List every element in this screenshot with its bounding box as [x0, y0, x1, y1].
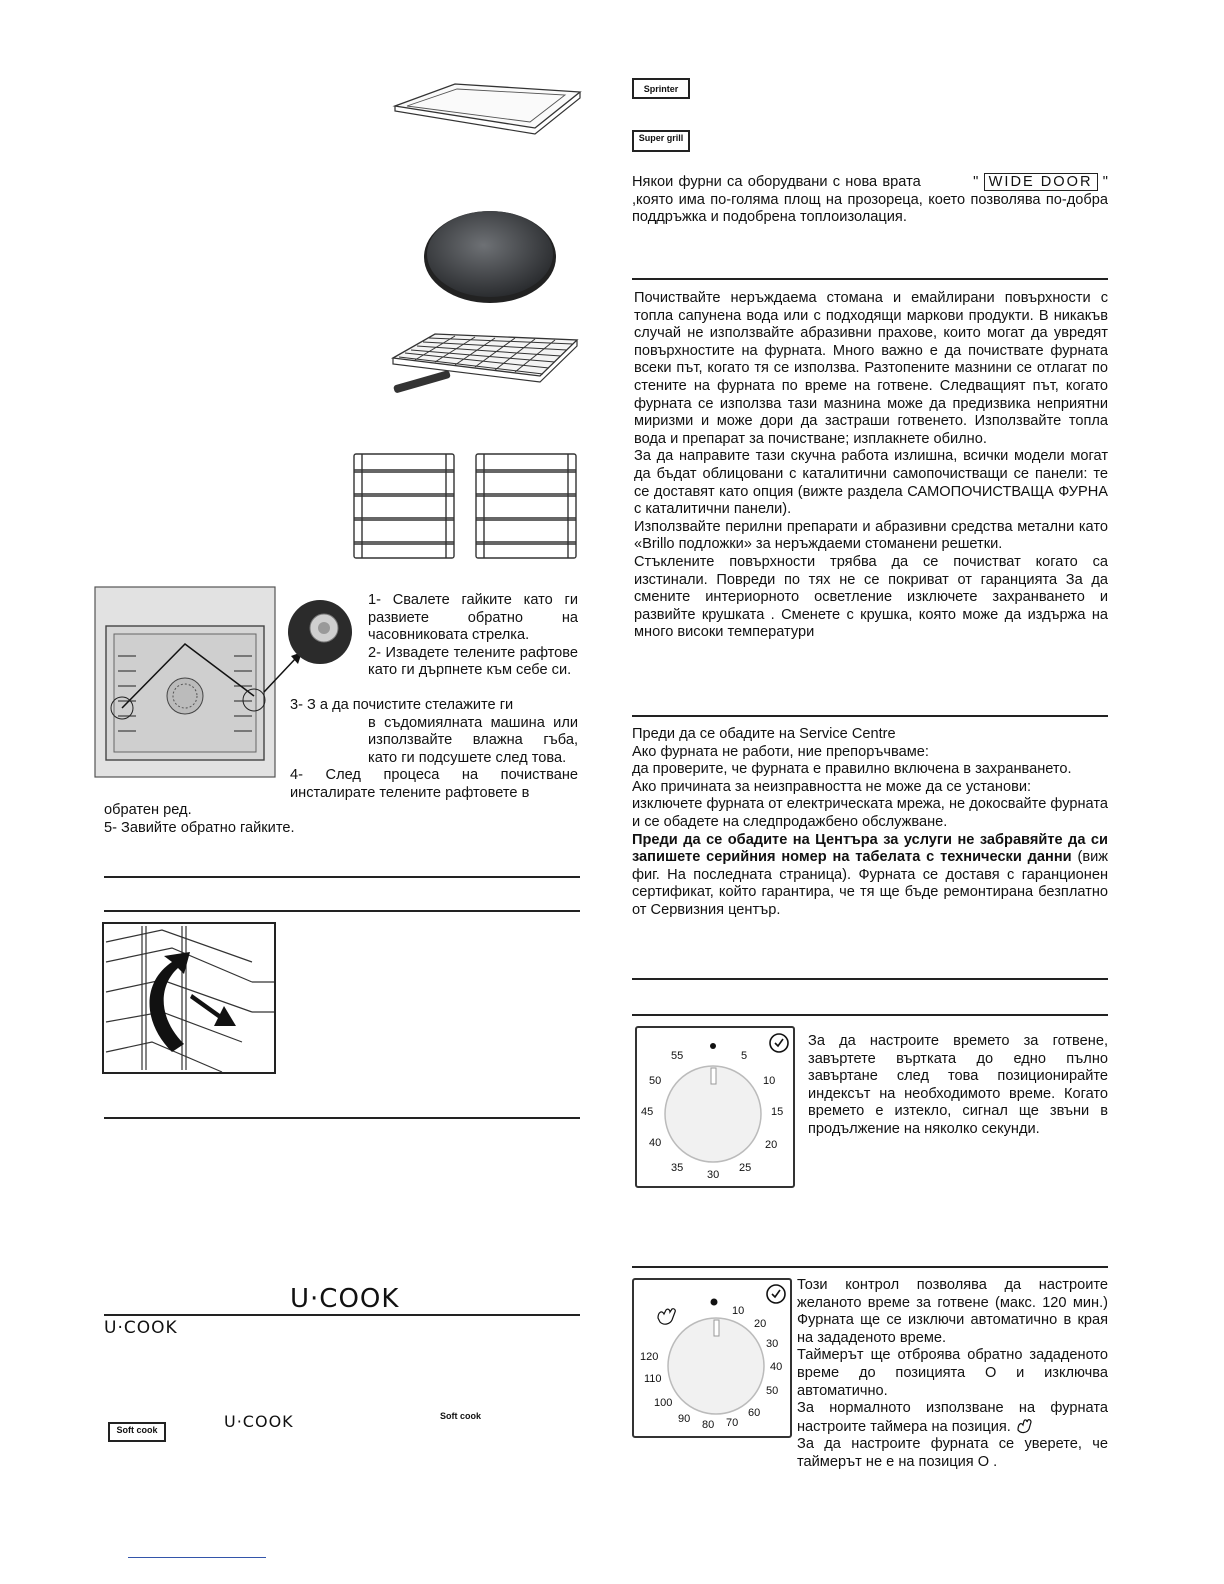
section-divider: [632, 978, 1108, 980]
dial-number: 30: [707, 1169, 720, 1181]
section-divider: [632, 278, 1108, 280]
rack-step-2: 2- Извадете телените рафтове като ги дърпнете към себе си.: [368, 644, 578, 679]
manual-hand-icon: [658, 1309, 675, 1324]
timer2-paragraph: Таймерът ще отброява обратно зададеното време до позицията O и изключва автоматично.: [797, 1347, 1108, 1399]
dial-number: 45: [641, 1106, 654, 1118]
super-grill-badge: [632, 130, 690, 152]
service-rest: (виж фиг. На последната страница). Фурната се доставя с гаранционен сертификат, който гарантира, че тя ще бъде ремонтирана безплатно от Сервизния център.: [632, 849, 1108, 918]
ucook-logo-large: U·COOK: [290, 1284, 400, 1314]
timer1-description: За да настроите времето за готвене, завъртете въртката до едно пълно завъртане след това позиционирайте индексът на необходимото време. Когато времето е изтекло, сигнал ще звъни в продължение на няколко секунди.: [808, 1033, 1108, 1137]
dial-number: 55: [671, 1050, 684, 1062]
dial-number: 80: [702, 1419, 715, 1431]
dial-number: 70: [726, 1417, 739, 1429]
service-line: Преди да се обадите на Service Centre: [632, 726, 896, 742]
soft-cook-icon-label: Soft cook: [440, 1411, 482, 1421]
clock-icon: [767, 1285, 785, 1303]
dial-number: 15: [771, 1106, 784, 1118]
rack-step-3a: 3- З а да почистите стелажите ги: [290, 697, 514, 713]
dial-number: 110: [644, 1373, 662, 1385]
sprinter-badge: [632, 78, 690, 99]
ucook-logo-inline: U·COOK: [224, 1412, 294, 1431]
service-line: да проверите, че фурната е правилно включена в захранването.: [632, 761, 1072, 778]
dial-number: 50: [766, 1385, 779, 1397]
section-divider: [632, 1014, 1108, 1016]
dial-number: 20: [765, 1139, 778, 1151]
cleaning-paragraph: Почиствайте неръждаема стомана и емайлирани повърхности с топла сапунена вода или с подходящи маркови продукти. В никакъв случай не използвайте абразивни прахове, които могат да увредят повърхностите на фурната. Много важно е да почиствате фурната всеки път, когато тя се използва. Разтопените мазнини се отлагат по стените на фурната по време на готвене. Следващият път, когато фурната се използва тази мазнина може да предизвика неприятни миризми и може дори да застраши готвенето. Използвайте топла вода и препарат за почистване; изплакнете обилно.: [634, 290, 1108, 447]
dial-number: 30: [766, 1338, 779, 1350]
timer2-paragraph: Този контрол позволява да настроите желаното време за готвене (макс. 120 мин.) Фурната ще се изключи автоматично в края на зададеното време.: [797, 1277, 1108, 1346]
dial-number: 35: [671, 1162, 684, 1174]
rack-step-5: 5- Завийте обратно гайките.: [104, 819, 295, 836]
section-divider: [104, 1117, 580, 1119]
service-section: [632, 726, 1108, 920]
baking-tray-image: [385, 76, 585, 136]
dial-number: 10: [763, 1075, 776, 1087]
page-footer-line: [128, 1557, 266, 1558]
sprinter-label: Sprinter: [643, 84, 679, 94]
dial-number: 120: [640, 1351, 659, 1363]
section-divider: [104, 910, 580, 912]
ucook-logo-small: U·COOK: [104, 1318, 178, 1338]
cleaning-paragraph: За да направите тази скучна работа излишна, всички модели могат да бъдат облицовани с каталитични самопочистващи се панели: те се доставят като опция (вижте раздела САМОПОЧИСТВАЩА ФУРНА с каталитични панели).: [634, 448, 1108, 518]
section-divider: [104, 1314, 580, 1316]
wire-shelves-image: [350, 450, 582, 562]
dial-number: 40: [649, 1137, 662, 1149]
dial-number: 10: [732, 1305, 745, 1317]
minute-minder-dial: [635, 1026, 795, 1188]
minute-minder-svg: [637, 1028, 793, 1186]
section-divider: [104, 876, 580, 878]
soft-cook-badge: [108, 1422, 166, 1442]
door-removal-image: [102, 922, 276, 1074]
rack-step-3b: в съдомиялната машина или използвайте влажна гъба, като ги подсушете след това.: [368, 714, 578, 766]
clock-icon: [770, 1034, 788, 1052]
manual-hand-icon: [1015, 1418, 1033, 1434]
service-line: изключете фурната от електрическата мрежа, не докосвайте фурната и се обадете на следпродажбено обслужване.: [632, 796, 1108, 830]
end-of-cooking-timer-dial: [632, 1278, 792, 1438]
cleaning-paragraph: Стъклените повърхности трябва да се почистват когато са изстинали. Повреди по тях не се покриват от гаранцията За да смените интериорното осветление изключете захранването и развийте крушката . Сменете с крушка, която може да издържа на много високи температури: [634, 553, 1108, 641]
rack-steps-top: [368, 592, 578, 680]
soft-cook-icon: [440, 1412, 484, 1432]
pizza-pan-image: [420, 205, 560, 305]
service-line: Ако фурната не работи, ние препоръчваме:: [632, 743, 929, 760]
dial-number: 25: [739, 1162, 752, 1174]
section-divider: [632, 1266, 1108, 1268]
wide-door-box: WIDE DOOR: [984, 173, 1098, 191]
timer2-description: [797, 1277, 1108, 1472]
rack-steps-middle: [290, 697, 578, 803]
grill-grid-image: [385, 328, 585, 408]
rack-step-1: 1- Свалете гайките като ги развиете обратно на часовниковата стрелка.: [368, 592, 578, 644]
rack-steps-bottom: [104, 802, 404, 837]
dial-number: 90: [678, 1413, 691, 1425]
dial-marker-dot: [711, 1299, 718, 1306]
timer2-paragraph: За да настроите фурната се уверете, че таймерът не е на позиция O .: [797, 1436, 1108, 1470]
dial-number: 40: [770, 1361, 783, 1373]
super-grill-label: Super grill: [638, 133, 684, 143]
dial-marker-dot: [710, 1043, 716, 1049]
service-bold: Преди да се обадите на Центъра за услуги не забравяйте да си запишете серийния номер на табелата с технически данни: [632, 831, 1108, 866]
wide-door-paragraph: Някои фурни са оборудвани с нова врата " WIDE DOOR " ,която има по-голяма площ на прозореца, което позволява по-добра поддръжка и подобрена топлоизолация.: [632, 174, 1108, 226]
section-divider: [632, 715, 1108, 717]
dial-number: 60: [748, 1407, 761, 1419]
service-line: Ако причината за неизправността не може да се установи:: [632, 778, 1032, 795]
timer2-paragraph: За нормалното използване на фурната настроите таймера на позиция.: [797, 1400, 1108, 1435]
dial-number: 50: [649, 1075, 662, 1087]
rack-step-4b: обратен ред.: [104, 802, 192, 818]
cleaning-section: [634, 290, 1108, 642]
soft-cook-label: Soft cook: [116, 1425, 158, 1435]
rack-step-4: 4- След процеса на почистване инсталирате телените рафтовете в: [290, 767, 578, 801]
dial-number: 20: [754, 1318, 767, 1330]
wide-door-text-after: ,която има по-голяма площ на прозореца, което позволява по-добра поддръжка и подобрена топлоизолация.: [632, 191, 1108, 226]
dial-number: 5: [741, 1050, 748, 1062]
dial-number: 100: [654, 1397, 673, 1409]
end-timer-svg: [634, 1280, 790, 1436]
wide-door-text-before: Някои фурни са оборудвани с нова врата: [632, 174, 921, 190]
cleaning-paragraph: Използвайте перилни препарати и абразивни средства метални като «Brillo подложки» за неръждаеми стоманени решетки.: [634, 518, 1108, 553]
